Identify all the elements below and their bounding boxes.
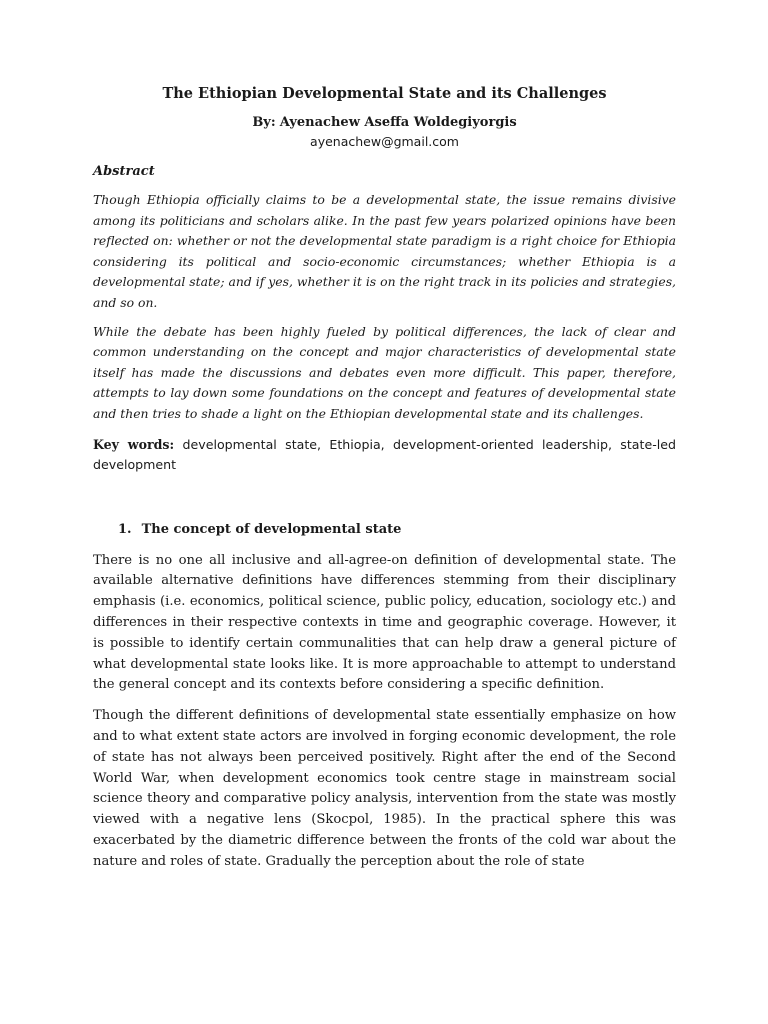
paper-title: The Ethiopian Developmental State and its Challenges: [162, 85, 607, 102]
byline: [93, 113, 676, 132]
by-label: By:: [252, 115, 276, 130]
document-page: [93, 84, 676, 882]
section-title: The concept of developmental state: [141, 521, 402, 537]
keywords-text: developmental state, Ethiopia, development-oriented leadership, state-led development: [93, 436, 676, 473]
abstract-paragraph: Though Ethiopia officially claims to be a developmental state, the issue remains divisive among its politicians and scholars alike. In the past few years polarized opinions have been reflected on: whether or not the developmental state paradigm is a right choice for Ethiopia considering its political and socio-economic circumstances; whether Ethiopia is a developmental state; and if yes, whether it is on the right track in its policies and strategies, and so on.: [93, 192, 676, 310]
keywords-label: Key words:: [93, 436, 175, 452]
abstract-paragraph: While the debate has been highly fueled by political differences, the lack of clear and common understanding on the concept and major characteristics of developmental state itself has made the discussions and debates even more difficult. This paper, therefore, attempts to lay down some foundations on the concept and features of developmental state and then tries to shade a light on the Ethiopian developmental state and its challenges.: [93, 323, 676, 421]
abstract-heading: Abstract: [93, 164, 155, 179]
body-paragraph: There is no one all inclusive and all-agree-on definition of developmental state. The available alternative definitions have differences stemming from their disciplinary emphasis (i.e. economics, political science, public policy, education, sociology etc.) and differences in their respective contexts in time and geographic coverage. However, it is possible to identify certain communalities that can help draw a general picture of what developmental state looks like. It is more approachable to attempt to understand the general concept and its contexts before considering a specific definition.: [93, 552, 676, 693]
section-heading: [118, 521, 676, 539]
author-email: ayenachew@gmail.com: [310, 134, 459, 149]
section-number: 1.: [118, 521, 132, 537]
author-name: Ayenachew Aseffa Woldegiyorgis: [279, 115, 517, 130]
body-paragraph: Though the different definitions of developmental state essentially emphasize on how and to what extent state actors are involved in forging economic development, the role of state has not always been perceived positively. Right after the end of the Second World War, when development economics took centre stage in mainstream social science theory and comparative policy analysis, intervention from the state was mostly viewed with a negative lens (Skocpol, 1985). In the practical sphere this was exacerbated by the diametric difference between the fronts of the cold war about the nature and roles of state. Gradually the perception about the role of state: [93, 708, 676, 869]
keywords: [93, 435, 676, 476]
